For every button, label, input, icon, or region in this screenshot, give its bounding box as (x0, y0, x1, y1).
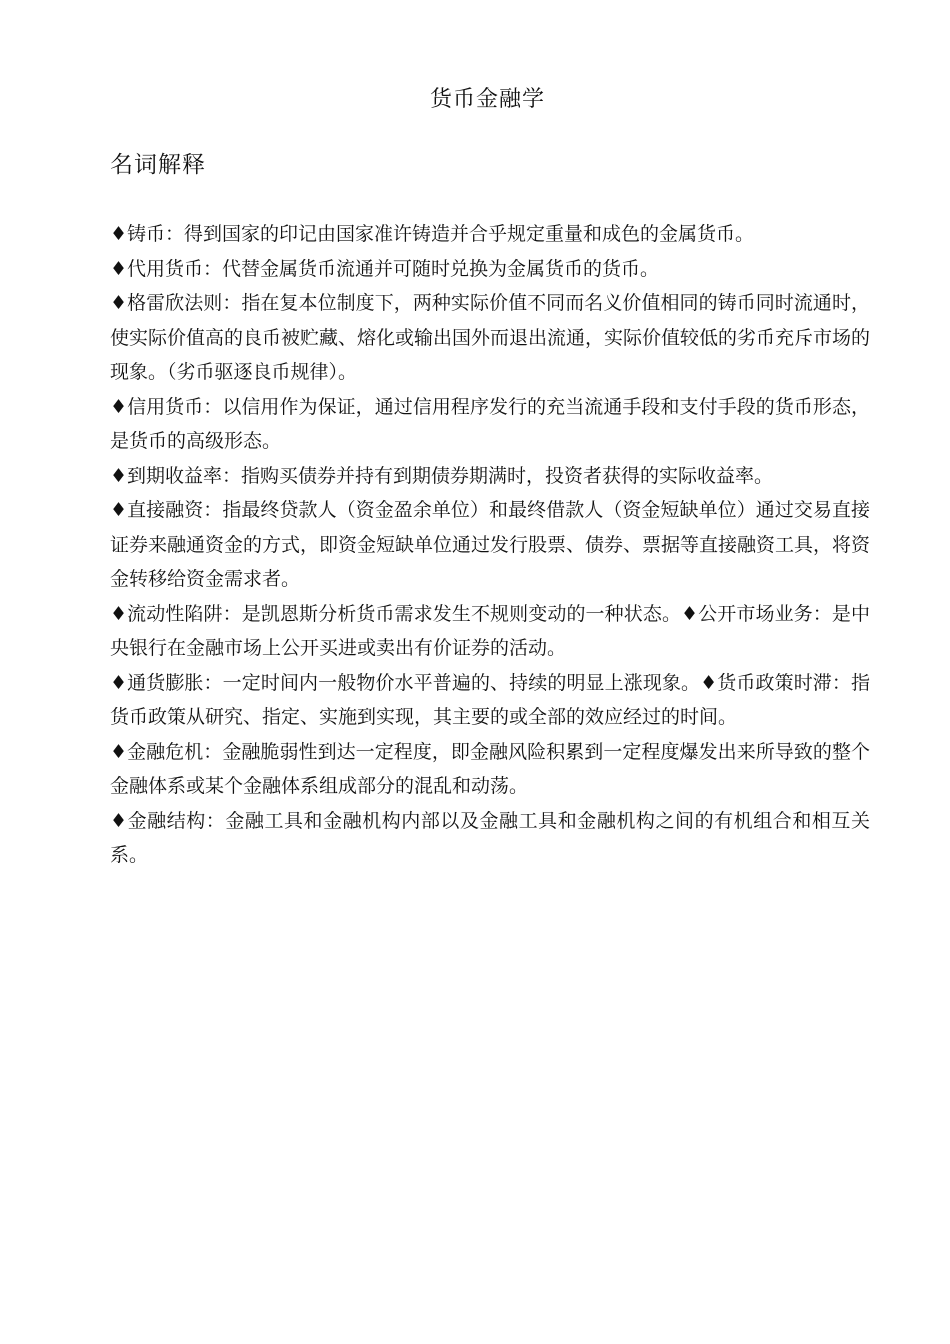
definition-paragraph: ♦到期收益率：指购买债券并持有到期债券期满时，投资者获得的实际收益率。 (110, 464, 774, 487)
section-title: 名词解释 (110, 152, 206, 178)
definition-paragraph: ♦流动性陷阱：是凯恩斯分析货币需求发生不规则变动的一种状态。♦公开市场业务：是中央银行在金融市场上公开买进或卖出有价证券的活动。 (110, 602, 870, 659)
definition-paragraph: ♦铸币：得到国家的印记由国家准许铸造并合乎规定重量和成色的金属货币。 (110, 223, 755, 245)
definition-paragraph: ♦代用货币：代替金属货币流通并可随时兑换为金属货币的货币。 (110, 257, 660, 280)
definition-paragraph: ♦通货膨胀：一定时间内一般物价水平普遍的、持续的明显上涨现象。♦货币政策时滞：指货币政策从研究、指定、实施到实现，其主要的或全部的效应经过的时间。 (110, 671, 870, 728)
definition-paragraph: ♦直接融资：指最终贷款人（资金盈余单位）和最终借款人（资金短缺单位）通过交易直接证券来融通资金的方式，即资金短缺单位通过发行股票、债券、票据等直接融资工具，将资金转移给资金需求者。 (110, 499, 871, 590)
definitions-list (110, 217, 870, 873)
definition-paragraph: ♦金融危机：金融脆弱性到达一定程度，即金融风险积累到一定程度爆发出来所导致的整个金融体系或某个金融体系组成部分的混乱和动荡。 (110, 740, 870, 797)
definition-paragraph: ♦信用货币：以信用作为保证，通过信用程序发行的充当流通手段和支付手段的货币形态，是货币的高级形态。 (110, 395, 870, 452)
document-title: 货币金融学 (429, 87, 545, 112)
definition-paragraph: ♦格雷欣法则：指在复本位制度下，两种实际价值不同而名义价值相同的铸币同时流通时，使实际价值高的良币被贮藏、熔化或输出国外而退出流通，实际价值较低的劣币充斥市场的现象。（劣币驱逐良币规律）。 (110, 292, 871, 383)
definition-paragraph: ♦金融结构：金融工具和金融机构内部以及金融工具和金融机构之间的有机组合和相互关系。 (110, 809, 870, 866)
